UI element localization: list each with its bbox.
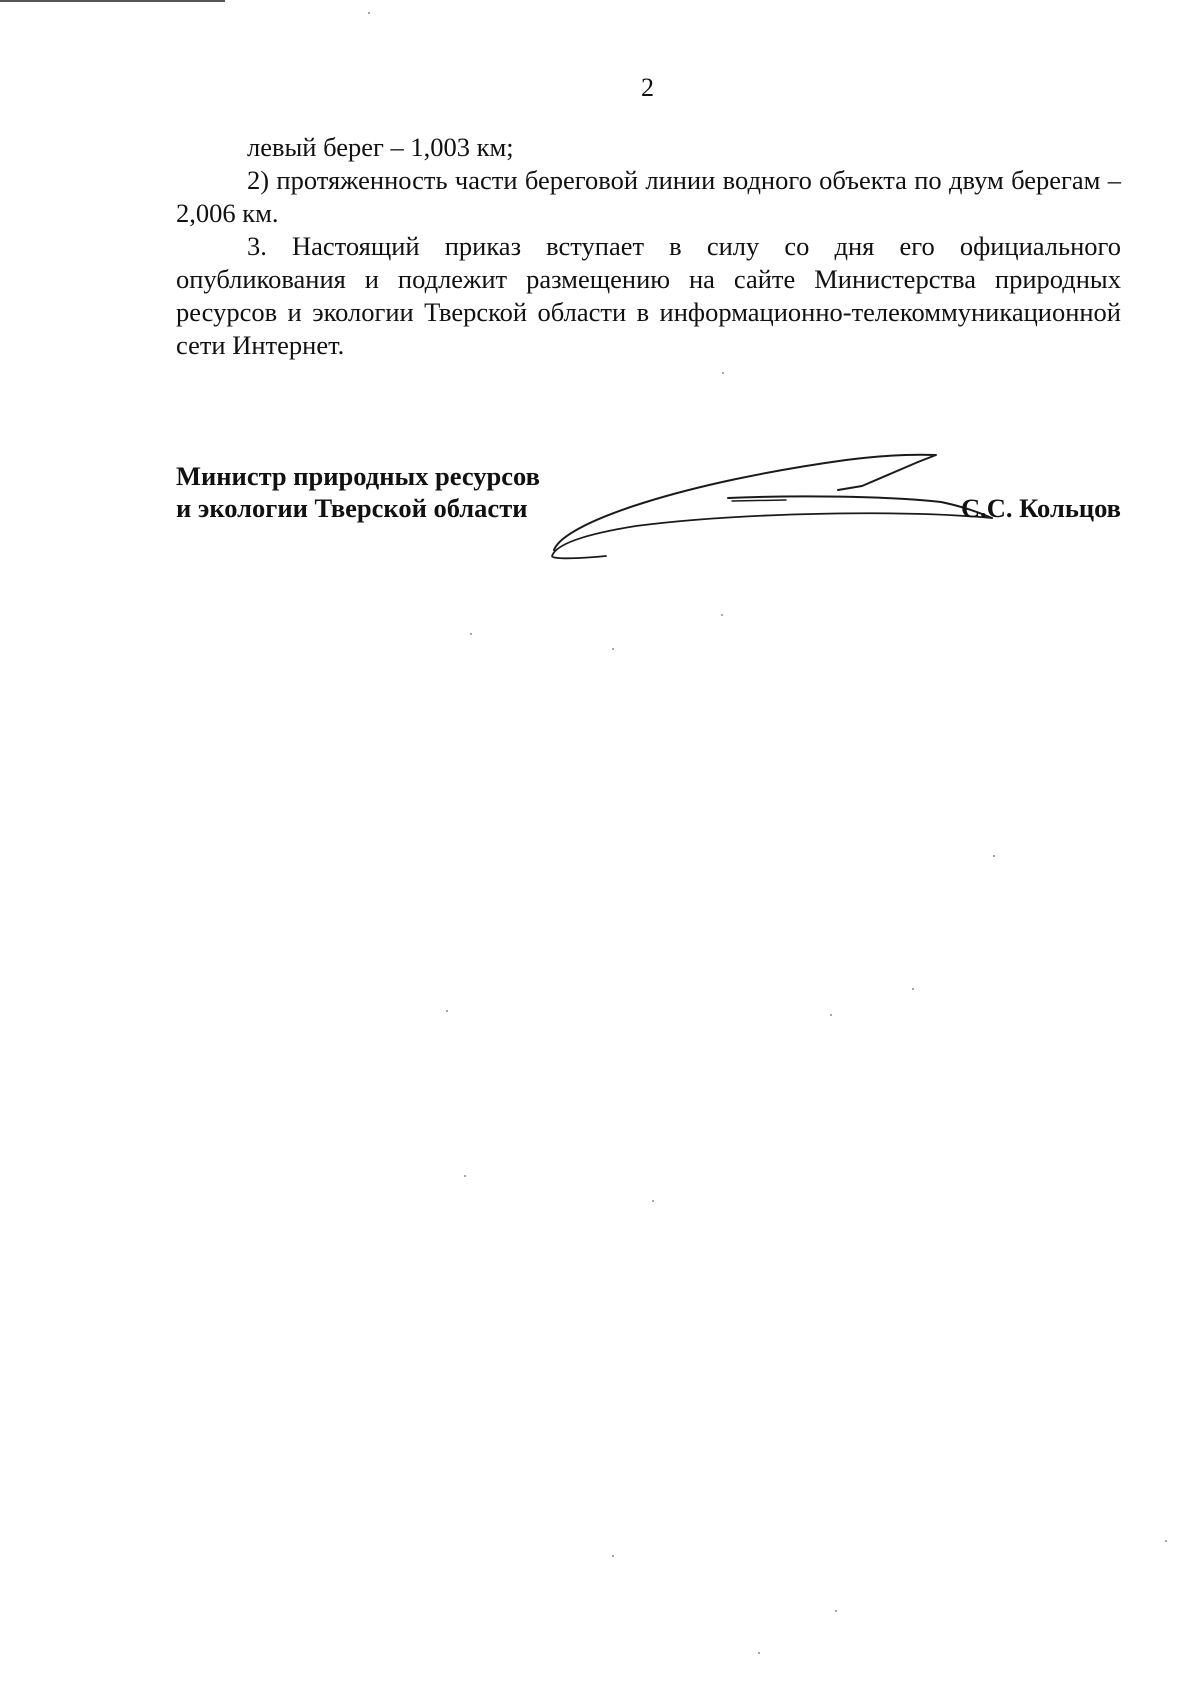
paragraph-order-effective: 3. Настоящий приказ вступает в силу со дня его официального опубликования и подлежит размещению на сайте Министерства природных ресурсов и экологии Тверской области в информационно-телекоммуникационной сети Интернет. [176,231,1121,360]
signer-position [176,460,540,524]
scan-speck [758,1652,760,1654]
scan-speck [835,1610,837,1612]
document-body [176,131,1121,362]
scan-speck [368,12,370,14]
paragraph-left-bank: левый берег – 1,003 км; [247,132,514,162]
scan-speck [612,648,614,650]
signer-position-line-1: Министр природных ресурсов [176,461,540,491]
scan-speck [722,372,724,374]
scan-speck [830,1014,832,1016]
scan-speck [652,1200,654,1202]
scan-speck [1165,1540,1167,1542]
scan-speck [612,1555,614,1557]
scan-speck [470,633,472,635]
page-number: 2 [641,73,654,102]
scan-speck [993,855,995,857]
scan-edge-line [0,0,225,2]
scan-speck [721,614,723,616]
scan-speck [446,1010,448,1012]
signature-block [176,460,1121,550]
signer-name: С.С. Кольцов [961,493,1121,523]
paragraph-shoreline-length: 2) протяженность части береговой линии водного объекта по двум берегам – 2,006 км. [176,165,1121,228]
signer-position-line-2: и экологии Тверской области [176,493,528,523]
scan-speck [912,988,914,990]
scan-speck [464,1175,466,1177]
